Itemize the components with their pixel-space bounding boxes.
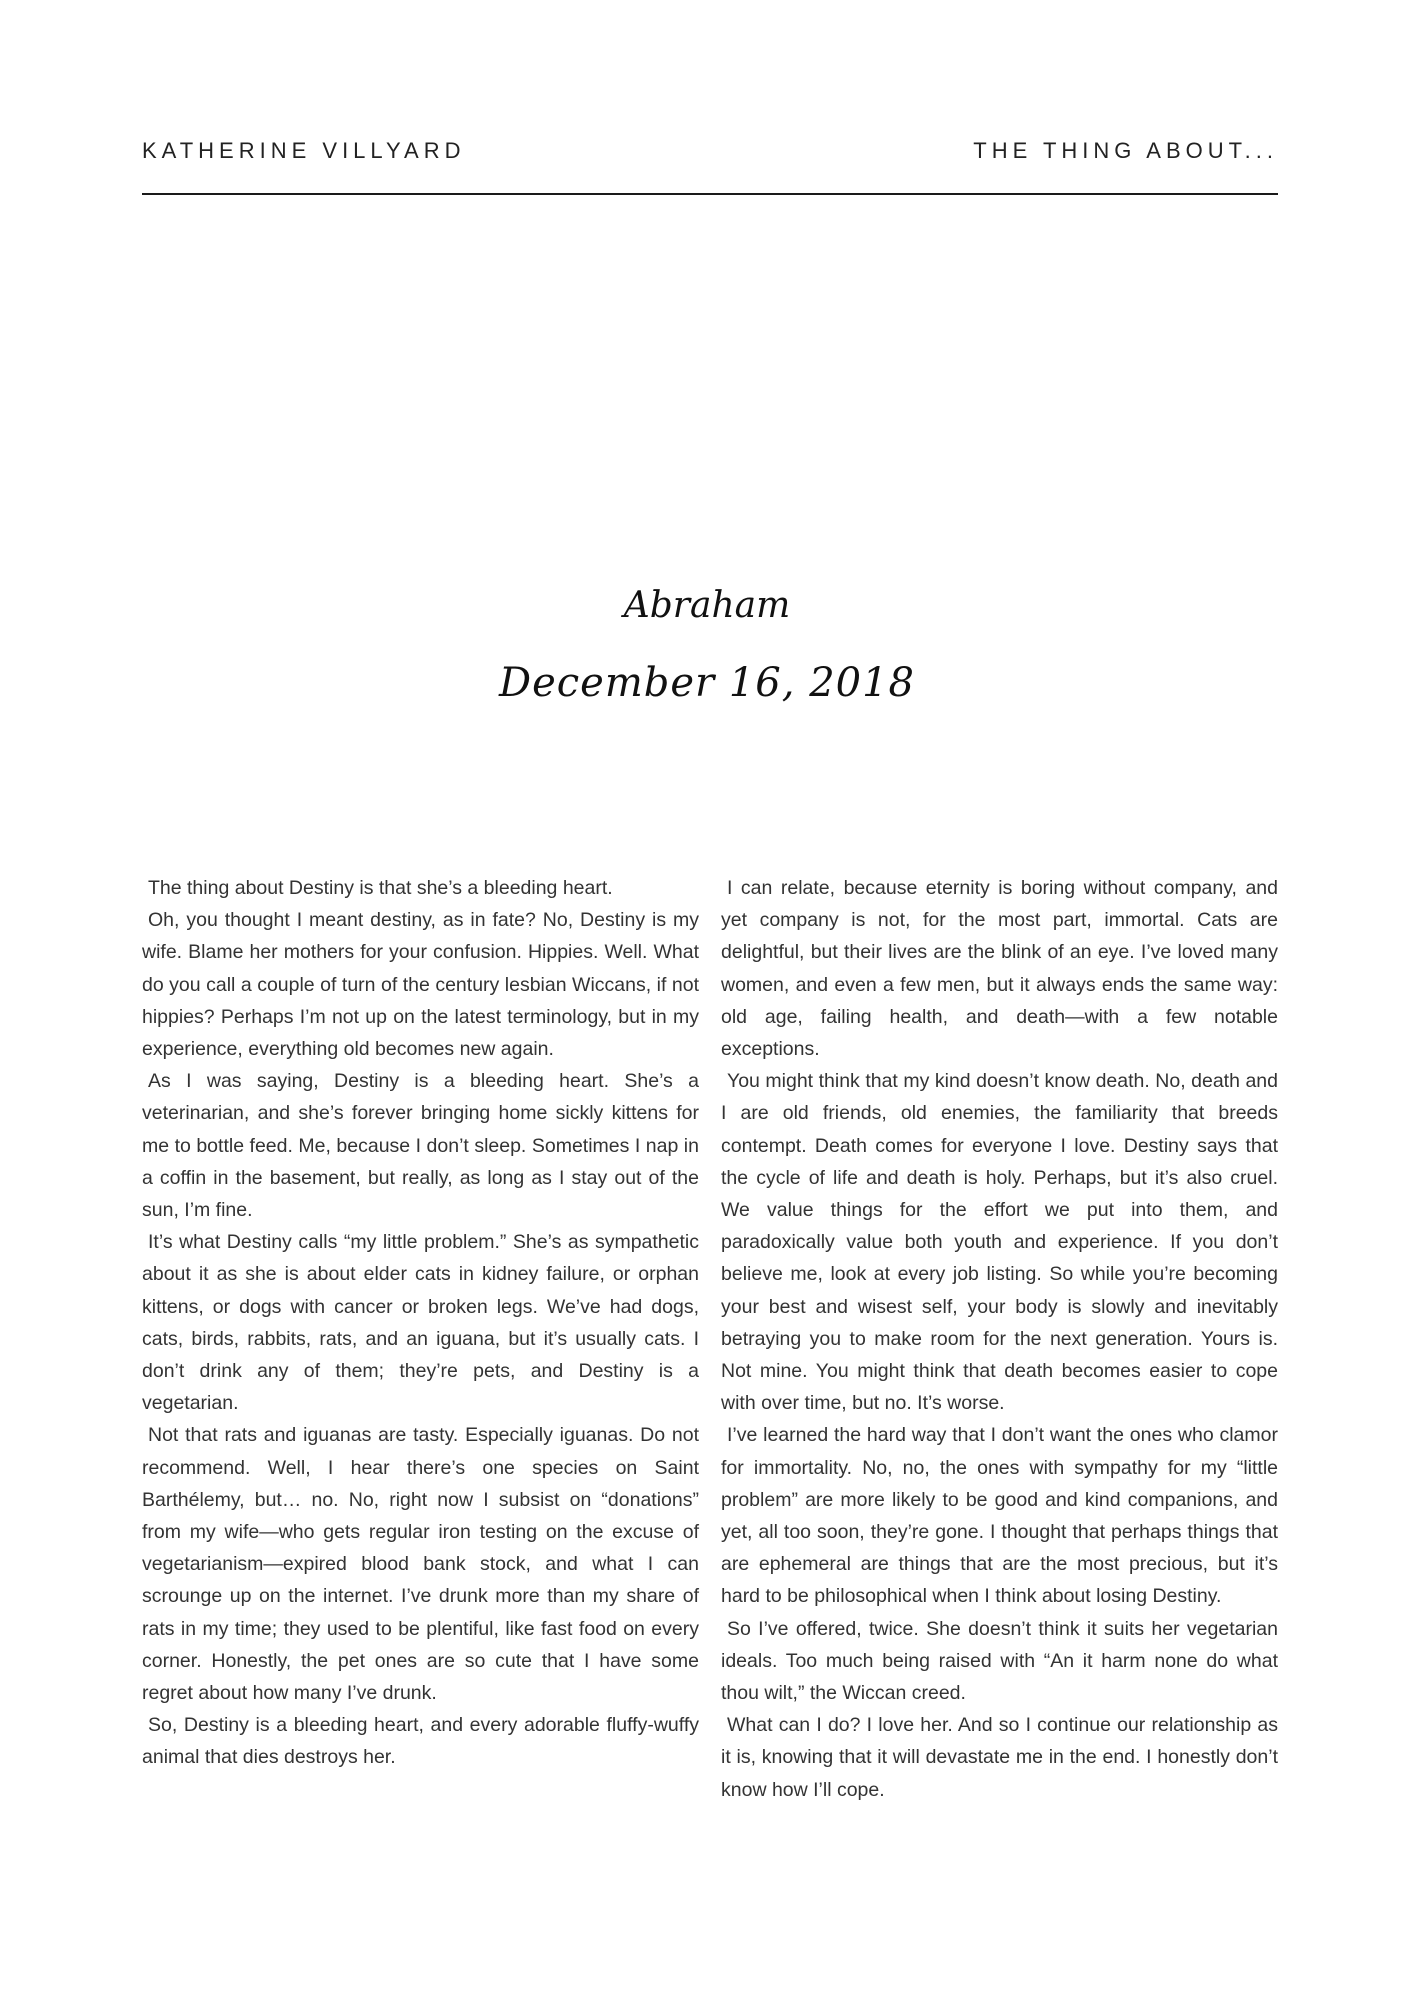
paragraph: What can I do? I love her. And so I continue our relationship as it is, knowing that it will devastate me in the end. I honestly don’t know how I’ll cope.: [721, 1714, 1278, 1801]
chapter-title: Abraham: [623, 585, 791, 626]
chapter-date: December 16, 2018: [499, 660, 915, 706]
paragraph: Not that rats and iguanas are tasty. Especially iguanas. Do not recommend. Well, I hear there’s one species on Saint Barthélemy, but… no. No, right now I subsist on “donations” from my wife—who gets regular iron testing on the excuse of vegetarianism—expired blood bank stock, and what I can scrounge up on the internet. I’ve drunk more than my share of rats in my time; they used to be plentiful, like fast food on every corner. Honestly, the pet ones are so cute that I have some regret about how many I’ve drunk.: [142, 1424, 699, 1705]
header-divider: [142, 193, 1278, 195]
paragraph: I can relate, because eternity is boring without company, and yet company is not, for the most part, immortal. Cats are delightful, but their lives are the blink of an eye. I’ve loved many women, and even a few men, but it always ends the same way: old age, failing health, and death—with a few notable exceptions.: [721, 877, 1278, 1061]
running-header: [142, 138, 1278, 164]
header-author: KATHERINE VILLYARD: [142, 138, 466, 163]
paragraph: It’s what Destiny calls “my little problem.” She’s as sympathetic about it as she is about elder cats in kidney failure, or orphan kittens, or dogs with cancer or broken legs. We’ve had dogs, cats, birds, rabbits, rats, and an iguana, but it’s usually cats. I don’t drink any of them; they’re pets, and Destiny is a vegetarian.: [142, 1231, 699, 1415]
left-column: [142, 872, 699, 1806]
paragraph: So, Destiny is a bleeding heart, and every adorable fluffy-wuffy animal that dies destroys her.: [142, 1714, 699, 1769]
paragraph: I’ve learned the hard way that I don’t want the ones who clamor for immortality. No, no, the ones with sympathy for my “little problem” are more likely to be good and kind companions, and yet, all too soon, they’re gone. I thought that perhaps things that are ephemeral are things that are the most precious, but it’s hard to be philosophical when I think about losing Destiny.: [721, 1424, 1278, 1608]
paragraph: You might think that my kind doesn’t know death. No, death and I are old friends, old enemies, the familiarity that breeds contempt. Death comes for everyone I love. Destiny says that the cycle of life and death is holy. Perhaps, but it’s also cruel. We value things for the effort we put into them, and paradoxically value both youth and experience. If you don’t believe me, look at every job listing. So while you’re becoming your best and wisest self, your body is slowly and inevitably betraying you to make room for the next generation. Yours is. Not mine. You might think that death becomes easier to cope with over time, but no. It’s worse.: [721, 1070, 1278, 1415]
right-column: [721, 872, 1278, 1806]
header-book-title: THE THING ABOUT...: [973, 138, 1278, 163]
paragraph: As I was saying, Destiny is a bleeding heart. She’s a veterinarian, and she’s forever bringing home sickly kittens for me to bottle feed. Me, because I don’t sleep. Sometimes I nap in a coffin in the basement, but really, as long as I stay out of the sun, I’m fine.: [142, 1070, 699, 1222]
paragraph: The thing about Destiny is that she’s a bleeding heart.: [148, 877, 613, 899]
paragraph: So I’ve offered, twice. She doesn’t think it suits her vegetarian ideals. Too much being raised with “An it harm none do what thou wilt,” the Wiccan creed.: [721, 1617, 1278, 1705]
body-columns: [142, 872, 1278, 1806]
paragraph: Oh, you thought I meant destiny, as in fate? No, Destiny is my wife. Blame her mothers for your confusion. Hippies. Well. What do you call a couple of turn of the century lesbian Wiccans, if not hippies? Perhaps I’m not up on the latest terminology, but in my experience, everything old becomes new again.: [142, 909, 699, 1061]
